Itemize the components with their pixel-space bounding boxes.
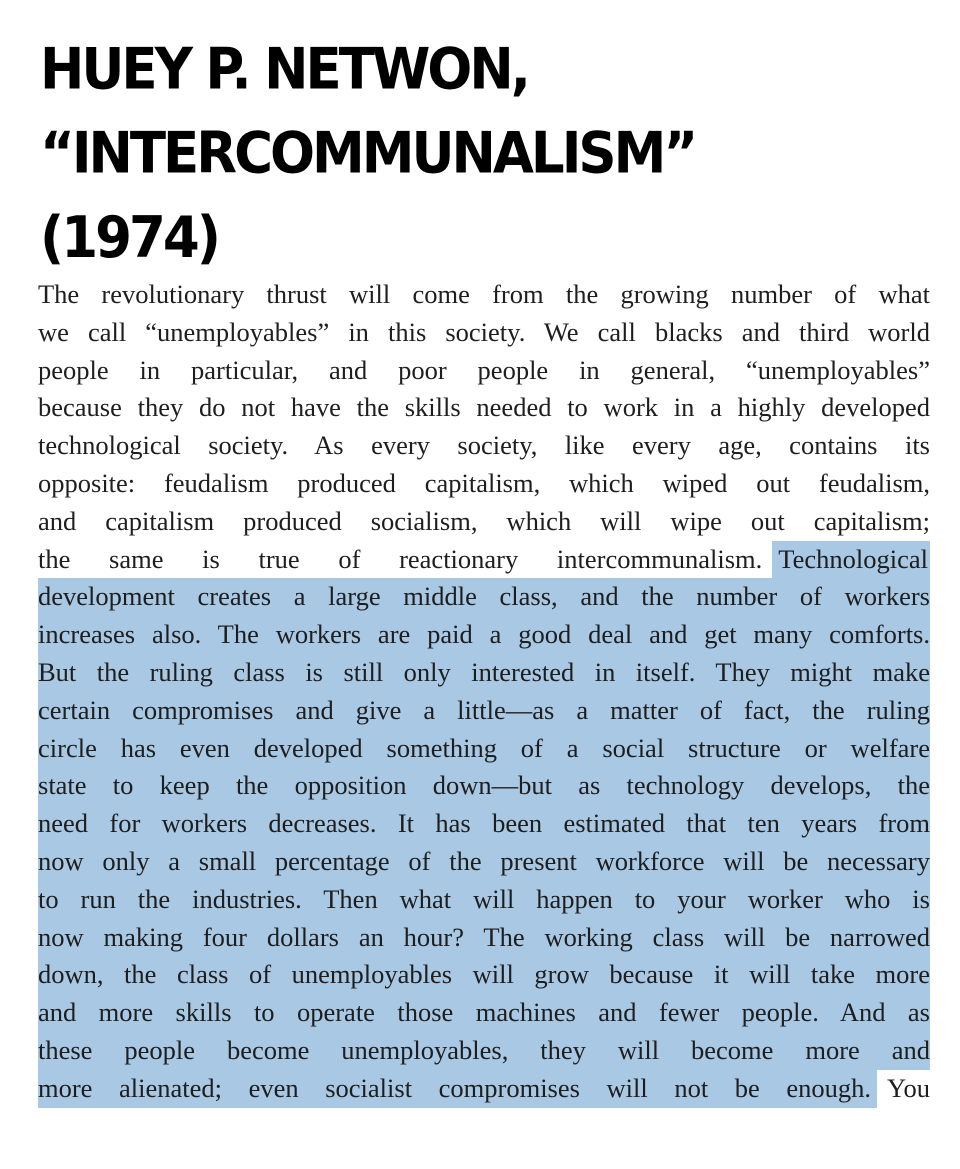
page-crop-edge: [0, 1127, 960, 1169]
highlighted-text-line: But the ruling class is still only interested in itself. They might make: [38, 654, 930, 692]
text-line: opposite: feudalism produced capitalism, which wiped out feudalism,: [38, 467, 930, 498]
text-line: because they do not have the skills needed to work in a highly developed: [38, 392, 930, 423]
text-line: and capitalism produced socialism, which will wipe out capitalism;: [38, 505, 930, 536]
text-line: technological society. As every society, like every age, contains its: [38, 430, 930, 461]
highlighted-text-line: down, the class of unemployables will grow because it will take more: [38, 956, 930, 994]
highlighted-text-line: to run the industries. Then what will happen to your worker who is: [38, 881, 930, 919]
title-line-1: HUEY P. NETWON,: [40, 36, 528, 103]
text-line: The revolutionary thrust will come from the growing number of what: [38, 279, 930, 309]
highlighted-text-line: increases also. The workers are paid a good deal and get many comforts.: [38, 616, 930, 654]
highlighted-text-line: these people become unemployables, they will become more and: [38, 1032, 930, 1070]
highlighted-text-line: and more skills to operate those machines and fewer people. And as: [38, 994, 930, 1032]
highlighted-text-line: now making four dollars an hour? The working class will be narrowed: [38, 919, 930, 957]
highlighted-text-line: circle has even developed something of a social structure or welfare: [38, 730, 930, 768]
body-text[interactable]: [38, 276, 930, 1108]
highlighted-text-line: now only a small percentage of the present workforce will be necessary: [38, 843, 930, 881]
highlighted-text: more alienated; even socialist compromises will not be enough.: [38, 1070, 877, 1108]
highlighted-text-line: development creates a large middle class, and the number of workers: [38, 578, 930, 616]
text-line: more alienated; even socialist compromises will not be enough. You: [38, 1070, 930, 1108]
document-title: [40, 28, 695, 281]
text-line: we call “unemployables” in this society. We call blacks and third world: [38, 316, 930, 347]
title-line-3: (1974): [40, 205, 218, 271]
text-line: people in particular, and poor people in general, “unemployables”: [38, 354, 930, 385]
text-line: the same is true of reactionary intercommunalism. Technological: [38, 541, 930, 579]
highlighted-text-line: state to keep the opposition down—but as technology develops, the: [38, 767, 930, 805]
title-line-2: “INTERCOMMUNALISM”: [40, 120, 696, 187]
highlighted-text: Technological: [772, 541, 930, 579]
highlighted-text-line: certain compromises and give a little—as a matter of fact, the ruling: [38, 692, 930, 730]
highlighted-text-line: need for workers decreases. It has been estimated that ten years from: [38, 805, 930, 843]
